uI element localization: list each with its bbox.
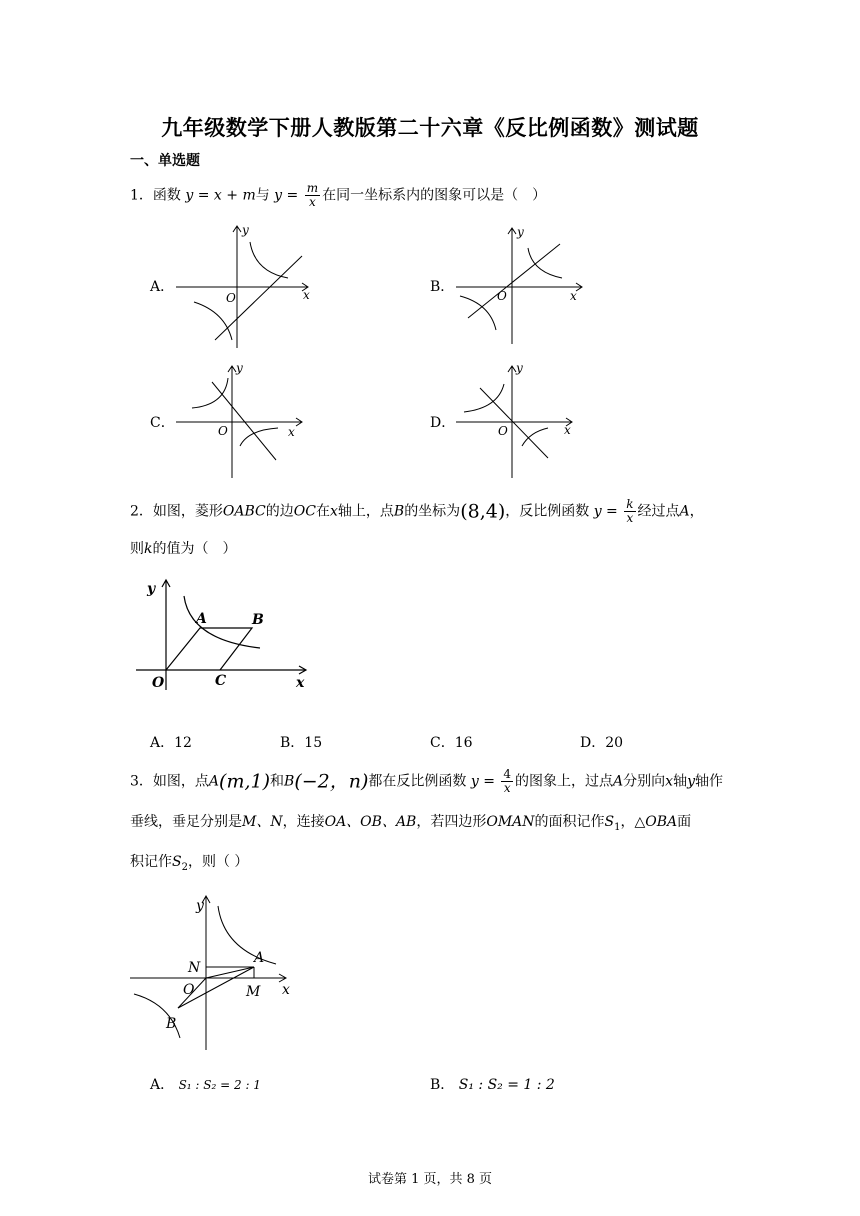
q2-x: x	[329, 503, 338, 520]
q1-option-a-label[interactable]: A．	[150, 279, 175, 295]
point-c-label: C	[215, 673, 227, 689]
q1-linear-equation: y = x + m	[185, 187, 256, 204]
q2-text-5: 的坐标为	[404, 503, 461, 520]
q2-point-a: A	[679, 503, 690, 520]
q1-graph-a	[170, 222, 320, 352]
q2-rhombus-name: OABC	[222, 503, 266, 520]
q2-eq-lhs: y =	[593, 503, 618, 520]
q1-text-2: 与	[255, 187, 270, 204]
x-axis-label: x	[296, 675, 305, 691]
q1-graph-b	[450, 222, 600, 352]
rhombus-oabc	[166, 628, 252, 670]
hyperbola-branch-q2	[464, 384, 504, 412]
point-b-label: B	[166, 1016, 177, 1032]
point-n-label: N	[188, 960, 201, 976]
q1-option-d-label[interactable]: D．	[430, 415, 456, 431]
q3-segments: OA、OB、AB	[324, 814, 417, 830]
q2-text-1: 如图，菱形	[152, 503, 223, 520]
q2-side-name: OC	[293, 503, 316, 520]
origin-label: O	[498, 424, 508, 438]
point-o-label: O	[183, 982, 195, 998]
q3-frac-den: x	[503, 781, 511, 795]
point-m-label: M	[246, 984, 261, 1000]
question-3-text	[130, 768, 723, 795]
q1-text-1: 函数	[152, 187, 181, 204]
q1-inverse-eq-lhs: y =	[274, 187, 299, 204]
question-3-line-3	[130, 852, 248, 878]
q3-point-a-coord: (m,1)	[219, 770, 271, 793]
q3-figure	[126, 890, 316, 1054]
q3-triangle: △OBA	[634, 814, 678, 830]
hyperbola-branch-q1	[528, 248, 562, 278]
question-number: 1．	[130, 187, 153, 204]
q2-line2-text-1: 则	[130, 541, 144, 557]
q2-option-d[interactable]: D．20	[580, 735, 624, 751]
q2-frac-num: k	[626, 497, 634, 511]
q3-s1-sub: 1	[614, 821, 621, 833]
point-a-label: A	[254, 950, 265, 966]
origin-label: O	[218, 424, 228, 438]
point-a-label: A	[196, 611, 207, 627]
q2-text-6: ，反比例函数	[505, 503, 590, 520]
q3-text-2: 和	[270, 773, 285, 790]
q1-frac-den: x	[309, 195, 316, 209]
q3-line2-text-4: 的面积记作	[534, 814, 605, 830]
y-axis-label: y	[516, 361, 523, 375]
q2-figure	[130, 574, 320, 694]
q3-line2-text-5: ，	[620, 814, 635, 830]
q3-line2-text-1: 垂线，垂足分别是	[130, 814, 242, 830]
q3-x: x	[665, 773, 674, 790]
q3-text-4: 的图象上，过点	[515, 773, 614, 790]
q3-text-6: 分别向	[623, 773, 666, 790]
linear-line	[212, 382, 276, 460]
q2-option-b[interactable]: B．15	[280, 735, 323, 751]
q3-line2-text-3: ，若四边形	[416, 814, 487, 830]
question-2-text	[130, 498, 704, 525]
q3-text-1: 如图，点	[152, 773, 209, 790]
q2-text-7: 经过点	[637, 503, 680, 520]
hyperbola-branch-q4	[522, 428, 548, 446]
q3-fraction	[501, 768, 513, 795]
q3-eq-lhs: y =	[470, 773, 495, 790]
x-axis-label: x	[570, 289, 577, 303]
q3-text-10: 轴作	[695, 773, 723, 790]
q3-point-a: A	[208, 773, 220, 790]
q2-frac-den: x	[626, 511, 634, 525]
q2-text-3: 在	[315, 503, 330, 520]
hyperbola-branch-q3	[194, 302, 232, 340]
q3-option-b[interactable]	[430, 1074, 555, 1094]
segment-oa	[206, 967, 254, 978]
linear-line	[480, 388, 548, 458]
q3-s1: S	[604, 814, 615, 830]
x-axis-label: x	[288, 425, 295, 439]
y-axis-label: y	[242, 223, 249, 237]
q3-point-a-ref: A	[613, 773, 624, 790]
hyperbola-branch-q2	[192, 378, 228, 408]
q2-option-a[interactable]: A．12	[150, 735, 192, 751]
x-axis-label: x	[303, 288, 310, 302]
q3-frac-num: 4	[503, 767, 512, 781]
q1-text-3: 在同一坐标系内的图象可以是（ ）	[322, 187, 547, 204]
q1-option-c-label[interactable]: C．	[150, 415, 175, 431]
q3-line3-text-2: ，则（ ）	[187, 854, 249, 870]
q2-k: k	[144, 541, 153, 557]
point-b-label: B	[252, 612, 264, 628]
q3-feet-names: M、N	[242, 814, 283, 830]
q3-line3-text-1: 积记作	[130, 854, 172, 870]
question-2-line-2	[130, 539, 236, 559]
y-axis-label: y	[236, 361, 243, 375]
page-title: 九年级数学下册人教版第二十六章《反比例函数》测试题	[161, 115, 699, 140]
y-axis-label: y	[147, 581, 156, 597]
q1-option-b-label[interactable]: B．	[430, 279, 455, 295]
question-1-text	[130, 182, 546, 209]
y-axis-label: y	[196, 898, 204, 914]
origin-label: O	[497, 289, 507, 303]
q3-option-a-label: A．	[150, 1077, 175, 1093]
q3-point-b-coord: (−2，n)	[294, 770, 369, 793]
y-axis-label: y	[517, 225, 524, 239]
q3-line2-text-6: 面	[677, 814, 692, 830]
origin-label: O	[226, 291, 236, 305]
q1-graph-c	[170, 360, 320, 482]
q2-text-4: 轴上，点	[337, 503, 394, 520]
point-o-label: O	[152, 675, 165, 691]
q2-point-b: B	[393, 503, 405, 520]
question-number: 3．	[130, 773, 153, 790]
q2-line2-text-2: 的值为（ ）	[152, 541, 237, 557]
q3-option-a[interactable]	[150, 1074, 261, 1094]
q3-y: y	[687, 773, 695, 790]
question-3-line-2	[130, 812, 691, 838]
q1-graph-d	[450, 360, 600, 482]
hyperbola-branch-q3	[460, 296, 496, 330]
page-footer: 试卷第 1 页，共 8 页	[367, 1172, 493, 1187]
x-axis-label: x	[564, 423, 571, 437]
q3-text-8: 轴	[673, 773, 688, 790]
q1-frac-num: m	[306, 181, 319, 195]
hyperbola-branch-q1	[218, 906, 276, 964]
q3-s2-sub: 2	[181, 861, 188, 873]
q3-option-b-value: S₁ : S₂ = 1 : 2	[458, 1077, 555, 1093]
q3-quadrilateral: OMAN	[486, 814, 535, 830]
q3-s2: S	[172, 854, 182, 870]
q1-fraction	[305, 182, 320, 209]
q3-text-3: 都在反比例函数	[368, 773, 467, 790]
q2-fraction	[624, 498, 635, 525]
q3-point-b: B	[284, 773, 295, 790]
q2-coordinate: (8,4)	[460, 500, 506, 523]
question-number: 2．	[130, 503, 153, 520]
section-heading: 一、单选题	[130, 153, 200, 169]
q2-text-8: ，	[689, 503, 704, 520]
q3-line2-text-2: ，连接	[282, 814, 325, 830]
x-axis-label: x	[282, 982, 290, 998]
q2-text-2: 的边	[265, 503, 294, 520]
q2-option-c[interactable]: C．16	[430, 735, 473, 751]
hyperbola-branch-q4	[240, 428, 278, 446]
hyperbola-branch-q1	[250, 242, 288, 278]
q3-option-b-label: B．	[430, 1077, 455, 1093]
q3-option-a-value: S₁ : S₂ = 2 : 1	[178, 1078, 261, 1092]
